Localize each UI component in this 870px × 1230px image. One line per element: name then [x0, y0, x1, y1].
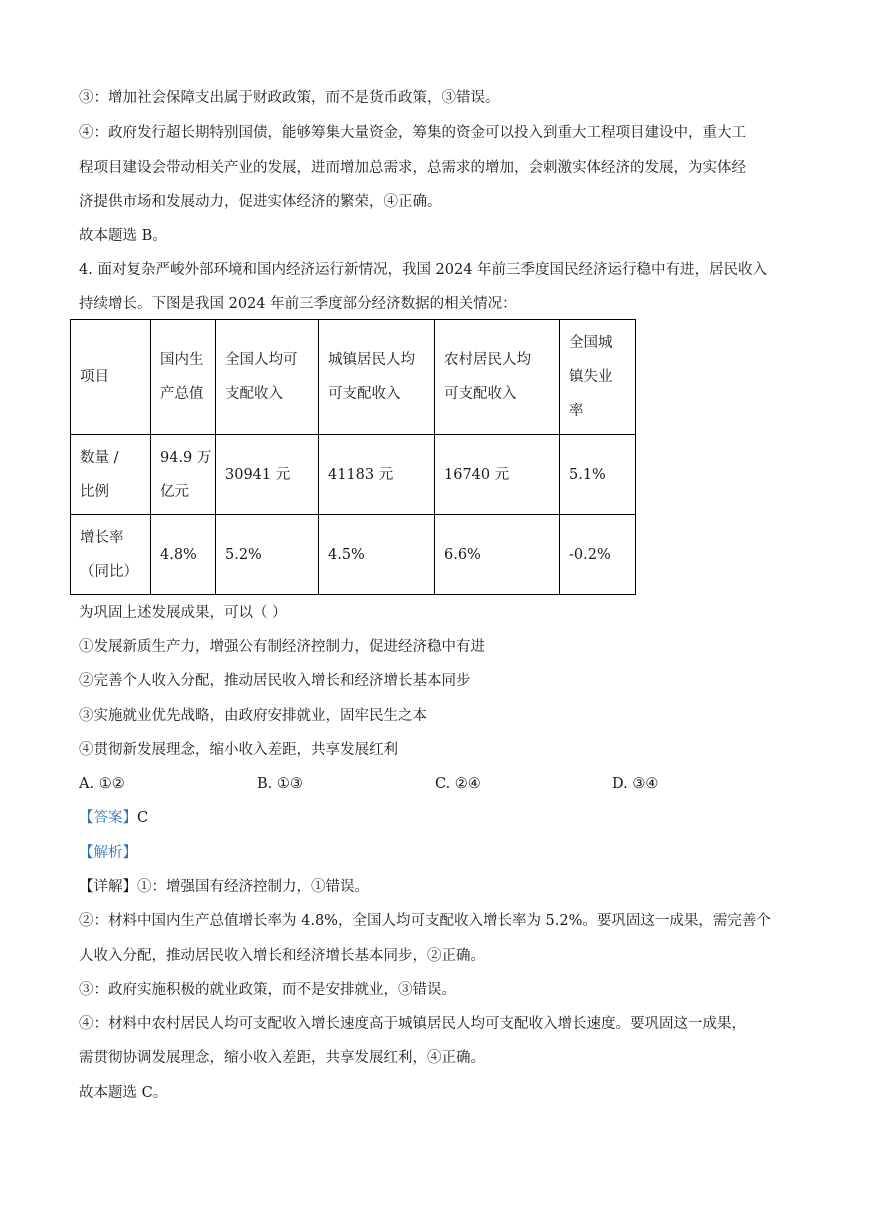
choice-a[interactable]: A. ①②: [79, 776, 125, 792]
table-cell: [151, 320, 216, 435]
rural-income-value: 16740 元: [444, 466, 510, 483]
urban-income-growth: 4.5%: [328, 546, 365, 563]
header-unemployment-label: 全国城 镇失业 率: [569, 335, 613, 419]
gdp-growth: 4.8%: [160, 546, 197, 563]
table-row: [71, 435, 636, 515]
detail-label: 【详解】: [79, 879, 137, 895]
analysis-item-4-line-1: ④：材料中农村居民人均可支配收入增长速度高于城镇居民人均可支配收入增长速度。要巩固这一成果，: [79, 1016, 746, 1032]
option-2: ②完善个人收入分配，推动居民收入增长和经济增长基本同步: [79, 673, 471, 689]
table-cell: [216, 320, 319, 435]
answer-choices: [79, 774, 799, 794]
row-growth-label: 增长率 （同比）: [80, 529, 138, 580]
prev-conclusion: 故本题选 B。: [79, 228, 167, 244]
choice-c[interactable]: C. ②④: [435, 776, 481, 792]
economic-data-table: [70, 319, 636, 595]
analysis-item-2-line-1: ②：材料中国内生产总值增长率为 4.8%，全国人均可支配收入增长率为 5.2%。要巩固这一成果，需完善个: [79, 913, 771, 929]
table-cell: [151, 435, 216, 515]
rural-income-growth: 6.6%: [444, 546, 481, 563]
analysis-item-4-line-2: 需贯彻协调发展理念，缩小收入差距，共享发展红利，④正确。: [79, 1050, 485, 1066]
table-cell: [560, 435, 636, 515]
table-cell: [71, 515, 151, 595]
option-1: ①发展新质生产力，增强公有制经济控制力，促进经济稳中有进: [79, 639, 485, 655]
table-cell: [560, 320, 636, 435]
header-gdp-label: 国内生 产总值: [160, 352, 204, 402]
option-3: ③实施就业优先战略，由政府安排就业，固牢民生之本: [79, 708, 427, 724]
table-header-row: [71, 320, 636, 435]
unemployment-growth: -0.2%: [569, 546, 611, 563]
option-4: ④贯彻新发展理念，缩小收入差距，共享发展红利: [79, 742, 398, 758]
choice-b[interactable]: B. ①③: [257, 776, 303, 792]
table-cell: [216, 435, 319, 515]
answer-value: C: [137, 810, 149, 826]
gdp-value: 94.9 万 亿元: [160, 449, 212, 500]
header-rural-income-label: 农村居民人均 可支配收入: [444, 352, 531, 402]
table-cell: [319, 320, 435, 435]
prev-analysis-item-4-line-3: 济提供市场和发展动力，促进实体经济的繁荣，④正确。: [79, 194, 442, 210]
header-national-income-label: 全国人均可 支配收入: [225, 352, 298, 402]
prev-analysis-item-4-line-1: ④：政府发行超长期特别国债，能够筹集大量资金，筹集的资金可以投入到重大工程项目建设中，重大工: [79, 125, 746, 141]
header-urban-income-label: 城镇居民人均 可支配收入: [328, 352, 415, 402]
answer-label: 【答案】: [79, 810, 137, 826]
table-cell: [71, 320, 151, 435]
analysis-item-1: [79, 877, 369, 897]
row-quantity-label: 数量 / 比例: [80, 449, 119, 500]
table-cell: [319, 435, 435, 515]
national-income-growth: 5.2%: [225, 546, 262, 563]
question-stem-line-2: 持续增长。下图是我国 2024 年前三季度部分经济数据的相关情况：: [79, 296, 517, 312]
unemployment-value: 5.1%: [569, 466, 606, 483]
table-cell: [151, 515, 216, 595]
table-cell: [216, 515, 319, 595]
prev-analysis-item-3: ③：增加社会保障支出属于财政政策，而不是货币政策，③错误。: [79, 90, 500, 106]
table-cell: [435, 515, 560, 595]
analysis-item-3: ③：政府实施积极的就业政策，而不是安排就业，③错误。: [79, 982, 456, 998]
analysis-item-2-line-2: 人收入分配，推动居民收入增长和经济增长基本同步，②正确。: [79, 948, 485, 964]
header-item-label: 项目: [80, 369, 109, 385]
table-cell: [71, 435, 151, 515]
answer-line: [79, 808, 148, 828]
prev-analysis-item-4-line-2: 程项目建设会带动相关产业的发展，进而增加总需求，总需求的增加，会刺激实体经济的发展，为实体经: [79, 160, 746, 176]
analysis-conclusion: 故本题选 C。: [79, 1085, 168, 1101]
table-cell: [435, 435, 560, 515]
question-prompt: 为巩固上述发展成果，可以（ ）: [79, 605, 287, 621]
table-cell: [560, 515, 636, 595]
table-cell: [435, 320, 560, 435]
analysis-heading: [79, 843, 137, 863]
choice-d[interactable]: D. ③④: [612, 776, 659, 792]
national-income-value: 30941 元: [225, 466, 291, 483]
analysis-item-1-text: ①：增强国有经济控制力，①错误。: [137, 879, 369, 895]
analysis-label: 【解析】: [79, 845, 137, 861]
table-row: [71, 515, 636, 595]
table-cell: [319, 515, 435, 595]
question-stem-line-1: 4. 面对复杂严峻外部环境和国内经济运行新情况，我国 2024 年前三季度国民经济运行稳中有进，居民收入: [79, 262, 768, 278]
urban-income-value: 41183 元: [328, 466, 394, 483]
